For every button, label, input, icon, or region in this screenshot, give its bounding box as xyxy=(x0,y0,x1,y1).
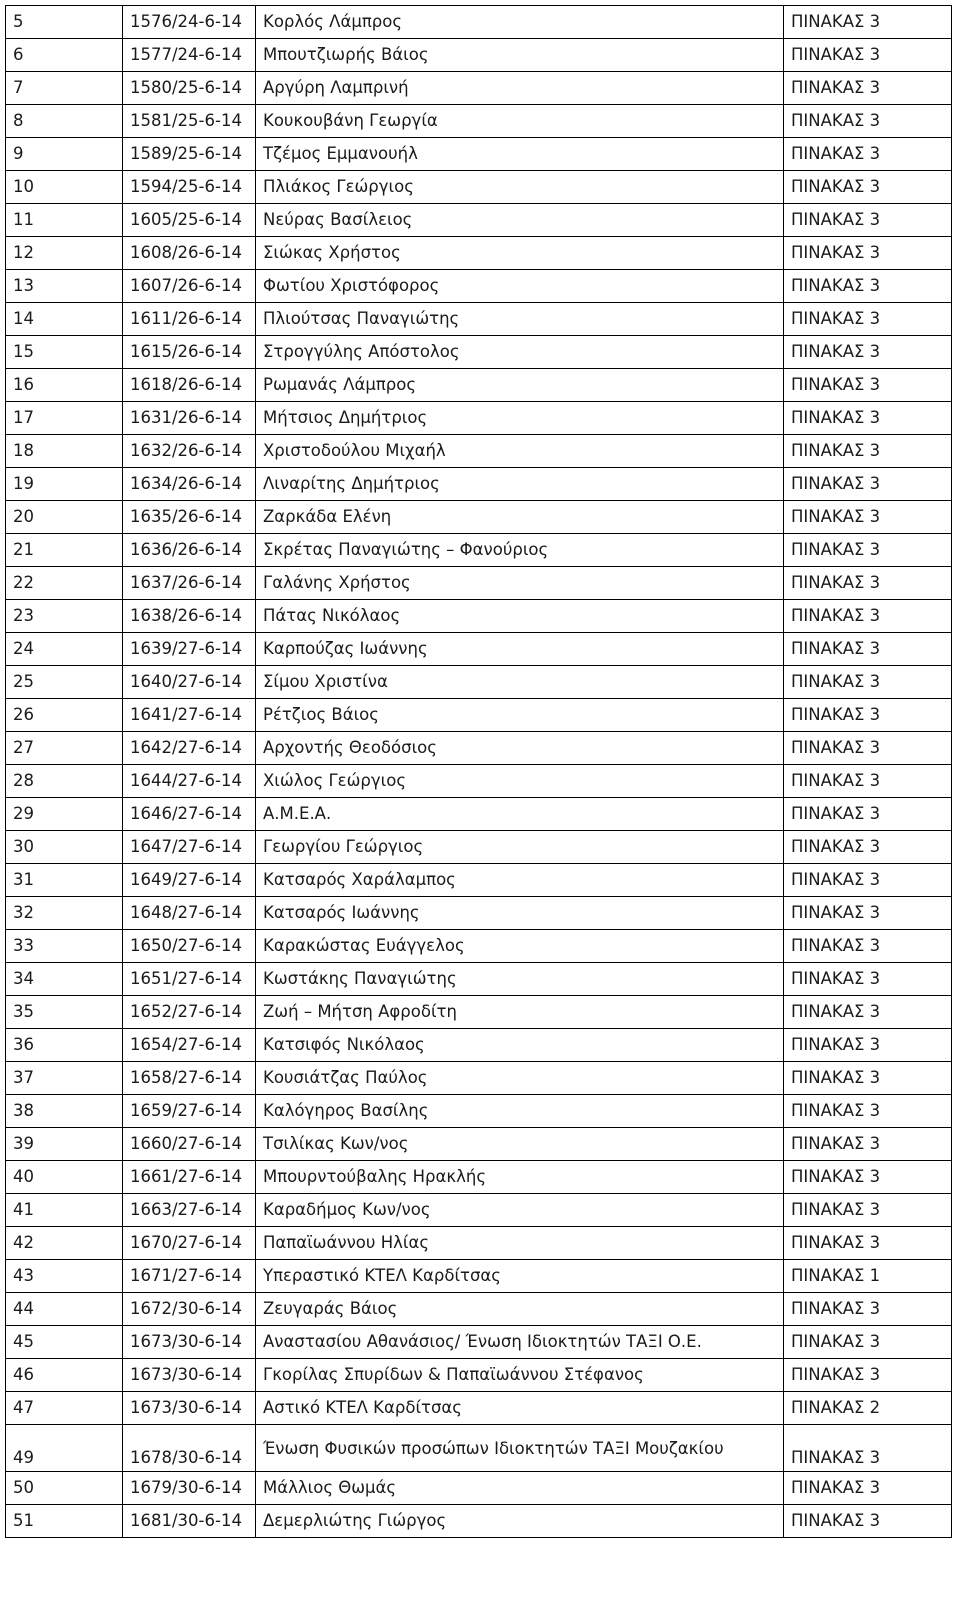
applicant-name: Αναστασίου Αθανάσιος/ Ένωση Ιδιοκτητών ΤΑΞΙ Ο.Ε. xyxy=(256,1326,784,1359)
table-row xyxy=(6,1062,952,1095)
applicant-name: Αστικό ΚΤΕΛ Καρδίτσας xyxy=(256,1392,784,1425)
table-row xyxy=(6,501,952,534)
protocol-number: 1632/26-6-14 xyxy=(123,435,256,468)
table-category: ΠΙΝΑΚΑΣ 3 xyxy=(784,1293,952,1326)
row-number: 12 xyxy=(6,237,123,270)
protocol-number: 1580/25-6-14 xyxy=(123,72,256,105)
table-row xyxy=(6,1128,952,1161)
protocol-number: 1615/26-6-14 xyxy=(123,336,256,369)
protocol-number: 1639/27-6-14 xyxy=(123,633,256,666)
table-row xyxy=(6,6,952,39)
protocol-number: 1637/26-6-14 xyxy=(123,567,256,600)
protocol-number: 1631/26-6-14 xyxy=(123,402,256,435)
table-row xyxy=(6,1359,952,1392)
table-row xyxy=(6,270,952,303)
protocol-number: 1611/26-6-14 xyxy=(123,303,256,336)
row-number: 28 xyxy=(6,765,123,798)
table-category: ΠΙΝΑΚΑΣ 3 xyxy=(784,105,952,138)
applicant-name: Κατσιφός Νικόλαος xyxy=(256,1029,784,1062)
protocol-number: 1652/27-6-14 xyxy=(123,996,256,1029)
protocol-number: 1673/30-6-14 xyxy=(123,1392,256,1425)
row-number: 16 xyxy=(6,369,123,402)
protocol-number: 1661/27-6-14 xyxy=(123,1161,256,1194)
protocol-number: 1651/27-6-14 xyxy=(123,963,256,996)
protocol-number: 1670/27-6-14 xyxy=(123,1227,256,1260)
table-category: ΠΙΝΑΚΑΣ 3 xyxy=(784,1161,952,1194)
table-row xyxy=(6,1161,952,1194)
table-category: ΠΙΝΑΚΑΣ 3 xyxy=(784,798,952,831)
table-category: ΠΙΝΑΚΑΣ 3 xyxy=(784,1128,952,1161)
table-category: ΠΙΝΑΚΑΣ 3 xyxy=(784,402,952,435)
table-category: ΠΙΝΑΚΑΣ 3 xyxy=(784,369,952,402)
protocol-number: 1671/27-6-14 xyxy=(123,1260,256,1293)
row-number: 45 xyxy=(6,1326,123,1359)
table-category: ΠΙΝΑΚΑΣ 3 xyxy=(784,435,952,468)
table-category: ΠΙΝΑΚΑΣ 3 xyxy=(784,468,952,501)
protocol-number: 1663/27-6-14 xyxy=(123,1194,256,1227)
applicant-name: Κουσιάτζας Παύλος xyxy=(256,1062,784,1095)
row-number: 35 xyxy=(6,996,123,1029)
applicant-name: Γκορίλας Σπυρίδων & Παπαϊωάννου Στέφανος xyxy=(256,1359,784,1392)
protocol-number: 1642/27-6-14 xyxy=(123,732,256,765)
protocol-number: 1673/30-6-14 xyxy=(123,1359,256,1392)
row-number: 30 xyxy=(6,831,123,864)
table-row xyxy=(6,765,952,798)
table-row xyxy=(6,1029,952,1062)
applicant-name: Μάλλιος Θωμάς xyxy=(256,1472,784,1505)
applicant-name: Μήτσιος Δημήτριος xyxy=(256,402,784,435)
table-row xyxy=(6,336,952,369)
table-category: ΠΙΝΑΚΑΣ 3 xyxy=(784,765,952,798)
applicant-name: Σίμου Χριστίνα xyxy=(256,666,784,699)
protocol-number: 1636/26-6-14 xyxy=(123,534,256,567)
table-body xyxy=(6,6,952,1538)
table-category: ΠΙΝΑΚΑΣ 3 xyxy=(784,1359,952,1392)
applicant-name: Νεύρας Βασίλειος xyxy=(256,204,784,237)
table-row xyxy=(6,1472,952,1505)
applicant-name: Γεωργίου Γεώργιος xyxy=(256,831,784,864)
applicant-name: Αρχοντής Θεοδόσιος xyxy=(256,732,784,765)
protocol-number: 1638/26-6-14 xyxy=(123,600,256,633)
table-category: ΠΙΝΑΚΑΣ 3 xyxy=(784,897,952,930)
table-category: ΠΙΝΑΚΑΣ 3 xyxy=(784,501,952,534)
protocol-number: 1577/24-6-14 xyxy=(123,39,256,72)
protocol-number: 1608/26-6-14 xyxy=(123,237,256,270)
table-category: ΠΙΝΑΚΑΣ 3 xyxy=(784,930,952,963)
protocol-number: 1681/30-6-14 xyxy=(123,1505,256,1538)
row-number: 39 xyxy=(6,1128,123,1161)
protocol-number: 1644/27-6-14 xyxy=(123,765,256,798)
row-number: 7 xyxy=(6,72,123,105)
protocol-number: 1647/27-6-14 xyxy=(123,831,256,864)
protocol-number: 1648/27-6-14 xyxy=(123,897,256,930)
table-category: ΠΙΝΑΚΑΣ 3 xyxy=(784,1505,952,1538)
table-category: ΠΙΝΑΚΑΣ 3 xyxy=(784,237,952,270)
row-number: 29 xyxy=(6,798,123,831)
applicant-name: Μπουτζιωρής Βάιος xyxy=(256,39,784,72)
row-number: 21 xyxy=(6,534,123,567)
applicant-name: Χιώλος Γεώργιος xyxy=(256,765,784,798)
protocol-number: 1679/30-6-14 xyxy=(123,1472,256,1505)
applicant-name: Καρπούζας Ιωάννης xyxy=(256,633,784,666)
row-number: 31 xyxy=(6,864,123,897)
table-category: ΠΙΝΑΚΑΣ 3 xyxy=(784,864,952,897)
protocol-number: 1581/25-6-14 xyxy=(123,105,256,138)
protocol-number: 1605/25-6-14 xyxy=(123,204,256,237)
protocol-number: 1660/27-6-14 xyxy=(123,1128,256,1161)
applicant-name: Δεμερλιώτης Γιώργος xyxy=(256,1505,784,1538)
protocol-number: 1658/27-6-14 xyxy=(123,1062,256,1095)
table-row xyxy=(6,105,952,138)
row-number: 36 xyxy=(6,1029,123,1062)
table-category: ΠΙΝΑΚΑΣ 3 xyxy=(784,1227,952,1260)
applications-table xyxy=(5,5,952,1538)
applicant-name: Χριστοδούλου Μιχαήλ xyxy=(256,435,784,468)
protocol-number: 1641/27-6-14 xyxy=(123,699,256,732)
table-row xyxy=(6,633,952,666)
table-category: ΠΙΝΑΚΑΣ 3 xyxy=(784,1194,952,1227)
table-row xyxy=(6,39,952,72)
row-number: 8 xyxy=(6,105,123,138)
protocol-number: 1618/26-6-14 xyxy=(123,369,256,402)
table-row xyxy=(6,204,952,237)
protocol-number: 1649/27-6-14 xyxy=(123,864,256,897)
row-number: 40 xyxy=(6,1161,123,1194)
table-category: ΠΙΝΑΚΑΣ 3 xyxy=(784,732,952,765)
protocol-number: 1646/27-6-14 xyxy=(123,798,256,831)
table-category: ΠΙΝΑΚΑΣ 3 xyxy=(784,1472,952,1505)
applicant-name: Φωτίου Χριστόφορος xyxy=(256,270,784,303)
applicant-name: Πλιούτσας Παναγιώτης xyxy=(256,303,784,336)
table-row xyxy=(6,666,952,699)
table-category: ΠΙΝΑΚΑΣ 3 xyxy=(784,1029,952,1062)
table-category: ΠΙΝΑΚΑΣ 3 xyxy=(784,1326,952,1359)
table-row xyxy=(6,138,952,171)
row-number: 43 xyxy=(6,1260,123,1293)
table-category: ΠΙΝΑΚΑΣ 3 xyxy=(784,1062,952,1095)
table-category: ΠΙΝΑΚΑΣ 3 xyxy=(784,1425,952,1472)
table-row xyxy=(6,72,952,105)
applicant-name: Υπεραστικό ΚΤΕΛ Καρδίτσας xyxy=(256,1260,784,1293)
applicant-name: Καλόγηρος Βασίλης xyxy=(256,1095,784,1128)
protocol-number: 1673/30-6-14 xyxy=(123,1326,256,1359)
applicant-name: Σιώκας Χρήστος xyxy=(256,237,784,270)
protocol-number: 1650/27-6-14 xyxy=(123,930,256,963)
applicant-name: Κωστάκης Παναγιώτης xyxy=(256,963,784,996)
protocol-number: 1607/26-6-14 xyxy=(123,270,256,303)
table-category: ΠΙΝΑΚΑΣ 3 xyxy=(784,39,952,72)
row-number: 24 xyxy=(6,633,123,666)
table-row xyxy=(6,534,952,567)
protocol-number: 1634/26-6-14 xyxy=(123,468,256,501)
applicant-name: Σκρέτας Παναγιώτης – Φανούριος xyxy=(256,534,784,567)
table-row xyxy=(6,1194,952,1227)
row-number: 25 xyxy=(6,666,123,699)
table-category: ΠΙΝΑΚΑΣ 2 xyxy=(784,1392,952,1425)
table-category: ΠΙΝΑΚΑΣ 3 xyxy=(784,270,952,303)
table-row xyxy=(6,963,952,996)
row-number: 9 xyxy=(6,138,123,171)
table-row xyxy=(6,567,952,600)
applicant-name: Πάτας Νικόλαος xyxy=(256,600,784,633)
row-number: 6 xyxy=(6,39,123,72)
row-number: 23 xyxy=(6,600,123,633)
table-category: ΠΙΝΑΚΑΣ 1 xyxy=(784,1260,952,1293)
applicant-name: Αργύρη Λαμπρινή xyxy=(256,72,784,105)
row-number: 32 xyxy=(6,897,123,930)
table-row xyxy=(6,798,952,831)
table-row xyxy=(6,1505,952,1538)
table-row xyxy=(6,171,952,204)
table-row xyxy=(6,468,952,501)
table-row xyxy=(6,402,952,435)
row-number: 44 xyxy=(6,1293,123,1326)
applicant-name: Μπουρντούβαλης Ηρακλής xyxy=(256,1161,784,1194)
row-number: 34 xyxy=(6,963,123,996)
row-number: 49 xyxy=(6,1425,123,1472)
applicant-name: Ένωση Φυσικών προσώπων Ιδιοκτητών ΤΑΞΙ Μουζακίου xyxy=(256,1425,784,1472)
row-number: 37 xyxy=(6,1062,123,1095)
applicant-name: Ρωμανάς Λάμπρος xyxy=(256,369,784,402)
table-category: ΠΙΝΑΚΑΣ 3 xyxy=(784,567,952,600)
row-number: 5 xyxy=(6,6,123,39)
applicant-name: Τζέμος Εμμανουήλ xyxy=(256,138,784,171)
table-row xyxy=(6,831,952,864)
table-category: ΠΙΝΑΚΑΣ 3 xyxy=(784,534,952,567)
row-number: 42 xyxy=(6,1227,123,1260)
table-category: ΠΙΝΑΚΑΣ 3 xyxy=(784,1095,952,1128)
table-row xyxy=(6,1293,952,1326)
row-number: 33 xyxy=(6,930,123,963)
table-category: ΠΙΝΑΚΑΣ 3 xyxy=(784,303,952,336)
applicant-name: Παπαϊωάννου Ηλίας xyxy=(256,1227,784,1260)
table-row xyxy=(6,930,952,963)
protocol-number: 1654/27-6-14 xyxy=(123,1029,256,1062)
row-number: 20 xyxy=(6,501,123,534)
table-category: ΠΙΝΑΚΑΣ 3 xyxy=(784,996,952,1029)
applicant-name: Καρακώστας Ευάγγελος xyxy=(256,930,784,963)
table-category: ΠΙΝΑΚΑΣ 3 xyxy=(784,336,952,369)
table-row xyxy=(6,732,952,765)
protocol-number: 1576/24-6-14 xyxy=(123,6,256,39)
table-category: ΠΙΝΑΚΑΣ 3 xyxy=(784,138,952,171)
table-category: ΠΙΝΑΚΑΣ 3 xyxy=(784,600,952,633)
applicant-name: Ρέτζιος Βάιος xyxy=(256,699,784,732)
applicant-name: Καραδήμος Κων/νος xyxy=(256,1194,784,1227)
table-category: ΠΙΝΑΚΑΣ 3 xyxy=(784,6,952,39)
applicant-name: Στρογγύλης Απόστολος xyxy=(256,336,784,369)
table-row xyxy=(6,1260,952,1293)
applicant-name: Τσιλίκας Κων/νος xyxy=(256,1128,784,1161)
table-row xyxy=(6,1392,952,1425)
row-number: 47 xyxy=(6,1392,123,1425)
applicant-name: Κατσαρός Χαράλαμπος xyxy=(256,864,784,897)
table-category: ΠΙΝΑΚΑΣ 3 xyxy=(784,699,952,732)
protocol-number: 1640/27-6-14 xyxy=(123,666,256,699)
table-row xyxy=(6,435,952,468)
protocol-number: 1594/25-6-14 xyxy=(123,171,256,204)
row-number: 11 xyxy=(6,204,123,237)
row-number: 38 xyxy=(6,1095,123,1128)
protocol-number: 1672/30-6-14 xyxy=(123,1293,256,1326)
applicant-name: Λιναρίτης Δημήτριος xyxy=(256,468,784,501)
protocol-number: 1659/27-6-14 xyxy=(123,1095,256,1128)
row-number: 22 xyxy=(6,567,123,600)
applicant-name: Κουκουβάνη Γεωργία xyxy=(256,105,784,138)
table-row xyxy=(6,897,952,930)
table-row xyxy=(6,699,952,732)
applicant-name: Γαλάνης Χρήστος xyxy=(256,567,784,600)
applicant-name: Ζαρκάδα Ελένη xyxy=(256,501,784,534)
table-category: ΠΙΝΑΚΑΣ 3 xyxy=(784,72,952,105)
applicant-name: Α.Μ.Ε.Α. xyxy=(256,798,784,831)
row-number: 14 xyxy=(6,303,123,336)
applicant-name: Πλιάκος Γεώργιος xyxy=(256,171,784,204)
applicant-name: Ζωή – Μήτση Αφροδίτη xyxy=(256,996,784,1029)
table-row xyxy=(6,369,952,402)
table-row xyxy=(6,864,952,897)
row-number: 18 xyxy=(6,435,123,468)
protocol-number: 1678/30-6-14 xyxy=(123,1425,256,1472)
row-number: 46 xyxy=(6,1359,123,1392)
protocol-number: 1589/25-6-14 xyxy=(123,138,256,171)
table-row xyxy=(6,1095,952,1128)
table-row xyxy=(6,303,952,336)
row-number: 15 xyxy=(6,336,123,369)
table-category: ΠΙΝΑΚΑΣ 3 xyxy=(784,831,952,864)
applicant-name: Ζευγαράς Βάιος xyxy=(256,1293,784,1326)
table-category: ΠΙΝΑΚΑΣ 3 xyxy=(784,171,952,204)
table-category: ΠΙΝΑΚΑΣ 3 xyxy=(784,963,952,996)
table-row xyxy=(6,1425,952,1472)
row-number: 27 xyxy=(6,732,123,765)
table-row xyxy=(6,1326,952,1359)
table-row xyxy=(6,237,952,270)
table-row xyxy=(6,600,952,633)
table-category: ΠΙΝΑΚΑΣ 3 xyxy=(784,204,952,237)
row-number: 17 xyxy=(6,402,123,435)
table-category: ΠΙΝΑΚΑΣ 3 xyxy=(784,633,952,666)
table-row xyxy=(6,1227,952,1260)
table-row xyxy=(6,996,952,1029)
applicant-name: Κορλός Λάμπρος xyxy=(256,6,784,39)
row-number: 41 xyxy=(6,1194,123,1227)
row-number: 19 xyxy=(6,468,123,501)
row-number: 50 xyxy=(6,1472,123,1505)
row-number: 51 xyxy=(6,1505,123,1538)
applicant-name: Κατσαρός Ιωάννης xyxy=(256,897,784,930)
row-number: 13 xyxy=(6,270,123,303)
table-category: ΠΙΝΑΚΑΣ 3 xyxy=(784,666,952,699)
row-number: 26 xyxy=(6,699,123,732)
row-number: 10 xyxy=(6,171,123,204)
protocol-number: 1635/26-6-14 xyxy=(123,501,256,534)
